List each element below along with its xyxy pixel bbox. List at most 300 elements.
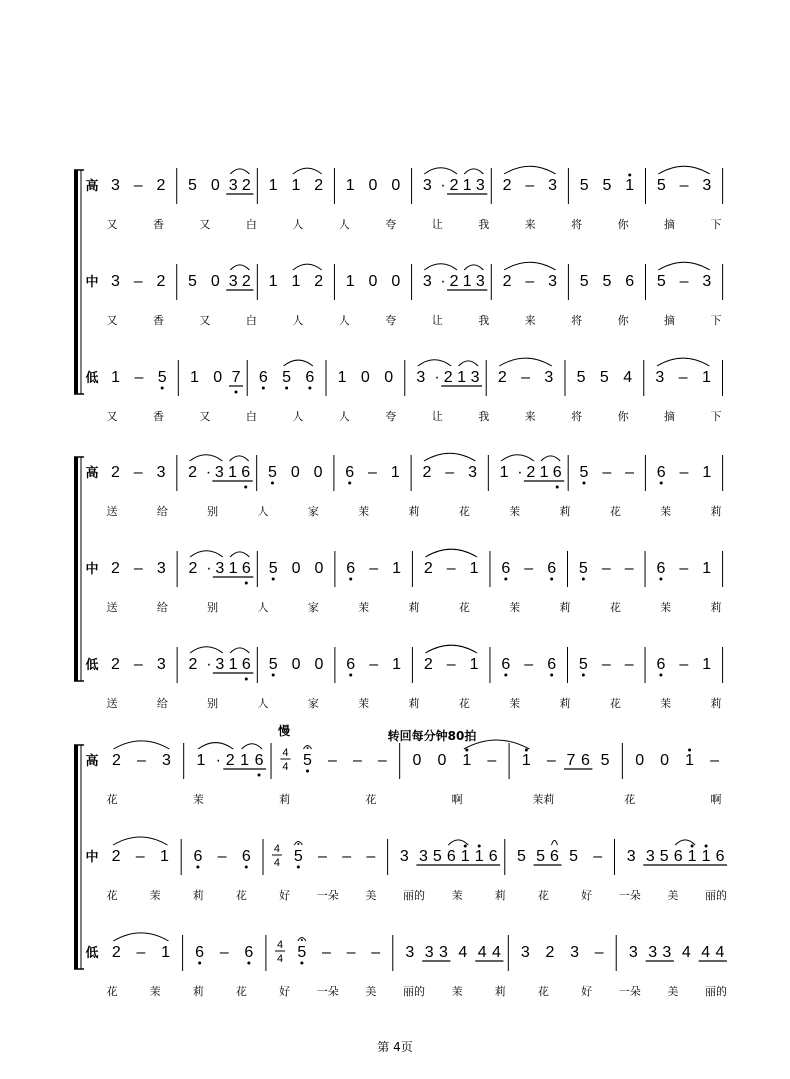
time-signature-top: 4 — [282, 747, 289, 759]
note: 5 — [268, 560, 278, 577]
slur — [424, 168, 457, 174]
lyric: 茉 — [509, 601, 521, 614]
lyric: 一朵 — [618, 985, 641, 998]
note: 6 — [656, 656, 666, 673]
lyric: 送 — [106, 505, 118, 518]
note-dash: – — [678, 369, 688, 386]
note: · — [206, 560, 212, 577]
octave-low-dot — [659, 578, 662, 581]
slur — [425, 645, 477, 653]
octave-low-dot — [550, 674, 553, 677]
note: 0 — [384, 369, 394, 386]
voice-label: 低 — [85, 371, 99, 386]
system-brace — [74, 745, 78, 969]
octave-high-dot — [628, 174, 631, 177]
note: 6 — [715, 848, 725, 865]
note: 1 — [111, 369, 121, 386]
note: 2 — [423, 560, 433, 577]
note: · — [517, 464, 523, 481]
octave-low-dot — [196, 866, 199, 869]
voice-label: 低 — [85, 658, 99, 673]
lyric: 夸 — [385, 218, 397, 231]
note: 5 — [579, 273, 589, 290]
lyric: 莉 — [192, 889, 204, 902]
note: 1 — [268, 177, 278, 194]
octave-low-dot — [504, 674, 507, 677]
lyric: 花 — [458, 697, 470, 710]
slur — [230, 456, 249, 461]
lyric: 摘 — [664, 410, 676, 423]
note: 0 — [391, 273, 401, 290]
slur — [230, 265, 249, 270]
voice-label: 中 — [85, 850, 99, 865]
note-dash: – — [133, 560, 143, 577]
note: 0 — [437, 752, 447, 769]
lyric: 莉 — [559, 697, 571, 710]
lyric: 丽的 — [705, 985, 727, 998]
lyric: 莉 — [192, 985, 204, 998]
lyric: 一朵 — [316, 985, 339, 998]
note: 3 — [156, 464, 166, 481]
note: 4 — [477, 944, 487, 961]
slur — [113, 933, 168, 941]
note: 1 — [685, 752, 695, 769]
slur — [198, 743, 233, 749]
octave-low-dot — [659, 674, 662, 677]
lyric: 你 — [617, 218, 629, 231]
slur — [230, 552, 249, 557]
slur — [504, 262, 556, 270]
slur — [499, 358, 552, 366]
note: 4 — [458, 944, 468, 961]
note: 5 — [656, 273, 666, 290]
note: 3 — [702, 177, 712, 194]
note: 3 — [628, 944, 638, 961]
note: 6 — [673, 848, 683, 865]
note: 3 — [548, 273, 558, 290]
note: 1 — [291, 273, 301, 290]
fermata-dot — [301, 939, 303, 941]
octave-low-dot — [306, 770, 309, 773]
lyric: 茉 — [149, 985, 161, 998]
note: 0 — [291, 656, 301, 673]
note: 5 — [579, 464, 589, 481]
note: · — [215, 752, 221, 769]
note: 2 — [526, 464, 536, 481]
tempo-mark-slow: 慢 — [277, 724, 291, 738]
lyric: 香 — [152, 410, 164, 423]
note: 3 — [475, 177, 485, 194]
note-dash: – — [679, 560, 689, 577]
note: 3 — [570, 944, 580, 961]
note-dash: – — [445, 464, 455, 481]
time-signature-top: 4 — [273, 843, 281, 855]
lyric: 花 — [609, 601, 621, 614]
note: 6 — [552, 464, 562, 481]
lyric: 来 — [524, 218, 536, 231]
lyric: 又 — [106, 314, 118, 327]
note-dash: – — [368, 464, 377, 481]
voice-2-2 — [85, 549, 722, 614]
note: 5 — [188, 273, 197, 290]
note: 6 — [241, 656, 251, 673]
lyric: 好 — [279, 889, 291, 902]
note-dash: – — [318, 848, 327, 865]
lyric: 让 — [431, 218, 443, 231]
note: 6 — [241, 560, 251, 577]
note: 1 — [462, 273, 472, 290]
lyric: 莉 — [710, 601, 722, 614]
note: 2 — [241, 273, 251, 290]
note: 4 — [681, 944, 691, 961]
note: 2 — [422, 464, 432, 481]
note: 0 — [412, 752, 422, 769]
note: 6 — [195, 944, 205, 961]
lyric: 花 — [624, 793, 636, 806]
note: · — [440, 177, 446, 194]
octave-low-dot — [349, 674, 352, 677]
lyric: 花 — [235, 889, 247, 902]
note-dash: – — [133, 464, 143, 481]
lyric: 茉 — [660, 601, 672, 614]
note: 3 — [422, 177, 432, 194]
note: 5 — [303, 752, 312, 769]
lyric: 茉 — [451, 889, 463, 902]
lyric: 美 — [667, 985, 679, 998]
lyric: 人 — [292, 314, 304, 327]
slur — [658, 166, 710, 174]
note: 1 — [474, 848, 484, 865]
slur — [657, 358, 710, 366]
note: 1 — [268, 273, 278, 290]
note: 1 — [462, 752, 472, 769]
lyric: 啊 — [710, 793, 722, 806]
lyric: 家 — [307, 505, 319, 518]
slur — [418, 360, 451, 366]
lyric: 茉 — [509, 697, 521, 710]
note: 3 — [214, 464, 224, 481]
note: 3 — [438, 944, 448, 961]
note: 2 — [443, 369, 453, 386]
slur — [293, 168, 322, 174]
lyric: 别 — [207, 697, 219, 710]
fermata-dot — [297, 843, 299, 845]
lyric: 将 — [571, 410, 583, 423]
note-dash: – — [134, 369, 144, 386]
note: 2 — [314, 273, 324, 290]
note: 1 — [702, 656, 712, 673]
lyric: 将 — [571, 218, 583, 231]
note: 5 — [157, 369, 167, 386]
lyric: 白 — [245, 410, 257, 423]
slur — [504, 166, 556, 174]
note: 1 — [228, 464, 238, 481]
lyric: 下 — [710, 314, 722, 327]
note: 1 — [161, 944, 170, 961]
note-dash: – — [679, 656, 689, 673]
note-dash: – — [602, 464, 612, 481]
octave-low-dot — [308, 387, 311, 390]
note: 5 — [600, 752, 610, 769]
note-dash: – — [601, 656, 611, 673]
lyric: 人 — [338, 410, 350, 423]
note: 1 — [196, 752, 206, 769]
octave-high-dot — [464, 845, 467, 848]
lyric: 花 — [609, 697, 621, 710]
slur — [541, 456, 560, 461]
note-dash: – — [679, 464, 689, 481]
note-dash: – — [679, 273, 689, 290]
lyric: 好 — [279, 985, 291, 998]
note: 7 — [566, 752, 576, 769]
octave-low-dot — [245, 582, 248, 585]
note: 3 — [662, 944, 672, 961]
lyric: 茉莉 — [532, 793, 555, 806]
voice-label: 低 — [85, 946, 99, 961]
note-dash: – — [133, 273, 143, 290]
note: 0 — [391, 177, 401, 194]
note: 5 — [578, 656, 588, 673]
lyric: 给 — [156, 697, 168, 710]
note: 0 — [635, 752, 645, 769]
note: 6 — [580, 752, 590, 769]
note: 4 — [623, 369, 633, 386]
slur — [464, 265, 483, 270]
note-dash: – — [133, 656, 143, 673]
note: 7 — [231, 369, 241, 386]
note: 6 — [258, 369, 268, 386]
lyric: 花 — [106, 985, 118, 998]
note: 5 — [576, 369, 586, 386]
octave-low-dot — [297, 866, 300, 869]
octave-low-dot — [161, 387, 164, 390]
note: 1 — [469, 656, 479, 673]
note: 5 — [578, 560, 588, 577]
lyric: 莉 — [559, 505, 571, 518]
lyric: 人 — [338, 218, 350, 231]
note-dash: – — [524, 656, 534, 673]
lyric: 莉 — [710, 697, 722, 710]
octave-high-dot — [691, 845, 694, 848]
note-dash: – — [446, 560, 456, 577]
note: 2 — [545, 944, 555, 961]
octave-low-dot — [556, 486, 559, 489]
note: 0 — [291, 560, 301, 577]
slur — [230, 169, 249, 174]
note-dash: – — [521, 369, 531, 386]
note-dash: – — [133, 177, 143, 194]
octave-low-dot — [198, 962, 201, 965]
slur — [113, 741, 169, 749]
note: 5 — [517, 848, 526, 865]
note: 3 — [626, 848, 636, 865]
note-dash: – — [352, 752, 362, 769]
note: 2 — [188, 656, 198, 673]
slur — [675, 840, 695, 845]
note: 3 — [655, 369, 665, 386]
slur — [552, 840, 558, 845]
note: 1 — [390, 464, 400, 481]
note: 3 — [418, 848, 428, 865]
lyric: 给 — [156, 601, 168, 614]
lyric: 好 — [581, 985, 593, 998]
lyric: 美 — [365, 889, 377, 902]
lyric: 莉 — [494, 889, 506, 902]
note: 5 — [536, 848, 546, 865]
note: 5 — [282, 369, 292, 386]
note: 1 — [159, 848, 169, 865]
note-dash: – — [369, 560, 379, 577]
note: 2 — [423, 656, 433, 673]
lyric: 丽的 — [403, 985, 425, 998]
lyric: 人 — [292, 410, 304, 423]
voice-2-3 — [85, 645, 722, 710]
note: 6 — [550, 848, 559, 865]
note-dash: – — [219, 944, 229, 961]
note: 2 — [112, 752, 121, 769]
note: 1 — [701, 848, 711, 865]
slur — [190, 647, 223, 653]
lyric: 茉 — [192, 793, 204, 806]
note: 2 — [497, 369, 507, 386]
slur — [424, 264, 457, 270]
note: 3 — [228, 273, 238, 290]
note: 1 — [469, 560, 479, 577]
note: 2 — [188, 560, 198, 577]
note: 3 — [110, 273, 120, 290]
note-dash: – — [593, 848, 603, 865]
note-dash: – — [371, 944, 381, 961]
lyric: 我 — [478, 410, 490, 423]
note: 6 — [193, 848, 203, 865]
slur — [501, 455, 534, 461]
note: 2 — [111, 656, 120, 673]
slur — [448, 840, 468, 845]
note: 5 — [188, 177, 197, 194]
note: 3 — [156, 560, 166, 577]
note: 3 — [468, 464, 477, 481]
octave-high-dot — [525, 749, 528, 752]
note: 1 — [345, 177, 355, 194]
note: 6 — [254, 752, 264, 769]
note: 1 — [499, 464, 509, 481]
note: 1 — [539, 464, 549, 481]
note: 1 — [392, 560, 402, 577]
note: 0 — [210, 273, 220, 290]
lyric: 茉 — [451, 985, 463, 998]
note: 4 — [701, 944, 711, 961]
note: 1 — [701, 369, 711, 386]
lyric: 下 — [710, 410, 722, 423]
note-dash: – — [594, 944, 604, 961]
lyric: 好 — [581, 889, 593, 902]
slur — [293, 264, 322, 270]
note: 1 — [460, 848, 470, 865]
note: 3 — [548, 177, 558, 194]
lyric: 莉 — [408, 697, 420, 710]
note-dash: – — [346, 944, 356, 961]
note: 3 — [645, 848, 655, 865]
lyric: 人 — [257, 601, 269, 614]
note: 6 — [241, 848, 251, 865]
lyric: 你 — [617, 410, 629, 423]
note-dash: – — [369, 656, 379, 673]
octave-high-dot — [705, 845, 708, 848]
octave-low-dot — [272, 578, 275, 581]
note-dash: – — [601, 560, 611, 577]
note: 4 — [491, 944, 501, 961]
lyric: 下 — [710, 218, 722, 231]
octave-low-dot — [349, 578, 352, 581]
note: 5 — [297, 944, 307, 961]
octave-low-dot — [245, 866, 248, 869]
voice-label: 中 — [85, 275, 99, 290]
lyric: 莉 — [710, 505, 722, 518]
lyric: 家 — [307, 601, 319, 614]
lyric: 香 — [152, 314, 164, 327]
lyric: 又 — [106, 218, 118, 231]
note: 0 — [314, 560, 324, 577]
system-brace — [74, 170, 78, 394]
note: 2 — [241, 177, 251, 194]
lyric: 人 — [257, 505, 269, 518]
note: 1 — [345, 273, 355, 290]
note: 6 — [501, 656, 511, 673]
note: 3 — [399, 848, 409, 865]
note: 2 — [502, 177, 512, 194]
note: 1 — [702, 464, 712, 481]
note: 2 — [188, 464, 198, 481]
voice-3-2 — [85, 837, 727, 902]
lyric: 丽的 — [403, 889, 425, 902]
octave-low-dot — [348, 482, 351, 485]
lyric: 你 — [617, 314, 629, 327]
lyric: 茉 — [660, 505, 672, 518]
note-dash: – — [624, 656, 634, 673]
note: 2 — [449, 177, 459, 194]
note: 3 — [156, 656, 166, 673]
note: · — [440, 273, 446, 290]
note: 6 — [501, 560, 511, 577]
lyric: 花 — [458, 601, 470, 614]
note-dash: – — [217, 848, 227, 865]
note: 6 — [625, 273, 635, 290]
note-dash: – — [487, 752, 497, 769]
note: 0 — [210, 177, 220, 194]
note: 3 — [405, 944, 415, 961]
note: · — [206, 656, 212, 673]
note: 3 — [702, 273, 712, 290]
tempo-mark-80bpm: 转回每分钟80拍 — [387, 729, 477, 743]
note: 1 — [189, 369, 199, 386]
lyric: 花 — [609, 505, 621, 518]
octave-low-dot — [582, 674, 585, 677]
note: 2 — [111, 560, 120, 577]
note: 3 — [161, 752, 171, 769]
note: 6 — [656, 560, 666, 577]
system-1 — [74, 166, 723, 423]
note-dash: – — [625, 464, 635, 481]
lyric: 花 — [537, 985, 549, 998]
note: 2 — [156, 273, 166, 290]
slur — [425, 549, 477, 557]
note: 4 — [715, 944, 725, 961]
octave-low-dot — [504, 578, 507, 581]
octave-high-dot — [478, 845, 481, 848]
lyric: 白 — [245, 314, 257, 327]
lyric: 茉 — [358, 505, 370, 518]
note: · — [205, 464, 212, 481]
